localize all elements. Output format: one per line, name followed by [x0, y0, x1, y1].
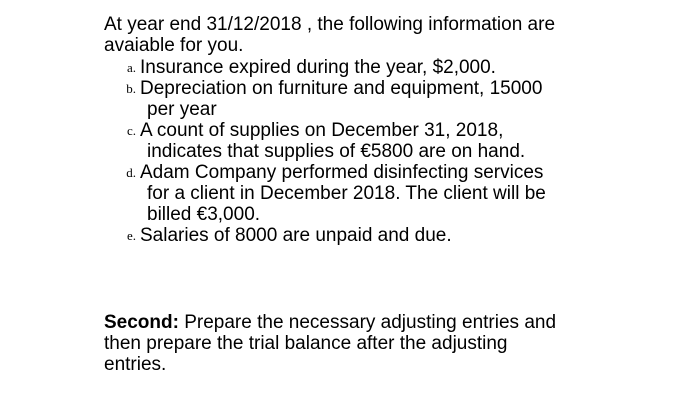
list-item-d	[104, 162, 604, 225]
item-d-line-1: Adam Company performed disinfecting services	[140, 162, 544, 183]
item-marker: c.	[126, 123, 136, 138]
item-marker: b.	[126, 81, 136, 96]
item-a-line-1: Insurance expired during the year, $2,000.	[140, 57, 496, 78]
list-item-e	[104, 225, 604, 246]
intro-paragraph	[104, 14, 604, 56]
intro-line-2: avaiable for you.	[104, 35, 244, 56]
adjustment-list	[104, 57, 604, 246]
item-text	[140, 162, 604, 225]
item-text	[140, 120, 604, 162]
second-task-paragraph	[104, 312, 604, 375]
item-marker: a.	[126, 60, 136, 75]
item-marker: d.	[126, 165, 136, 180]
item-c-line-1: A count of supplies on December 31, 2018,	[140, 120, 504, 141]
second-line-2: then prepare the trial balance after the adjusting	[104, 333, 508, 354]
list-item-a	[104, 57, 604, 78]
item-d-line-2: for a client in December 2018. The client will be	[147, 183, 546, 204]
instructions-block	[104, 14, 604, 246]
second-label: Second:	[104, 312, 179, 333]
item-d-line-3: billed €3,000.	[147, 204, 261, 225]
item-text	[140, 78, 604, 120]
list-item-b	[104, 78, 604, 120]
item-text	[140, 57, 604, 78]
item-b-line-2: per year	[147, 99, 217, 120]
item-e-line-1: Salaries of 8000 are unpaid and due.	[140, 225, 452, 246]
item-text	[140, 225, 604, 246]
item-c-line-2: indicates that supplies of €5800 are on hand.	[147, 141, 526, 162]
item-b-line-1: Depreciation on furniture and equipment, 15000	[140, 78, 543, 99]
list-item-c	[104, 120, 604, 162]
intro-line-1: At year end 31/12/2018 , the following information are	[104, 14, 556, 35]
second-line-1: Prepare the necessary adjusting entries and	[184, 312, 557, 333]
item-marker: e.	[126, 228, 136, 243]
second-line-3: entries.	[104, 354, 167, 375]
